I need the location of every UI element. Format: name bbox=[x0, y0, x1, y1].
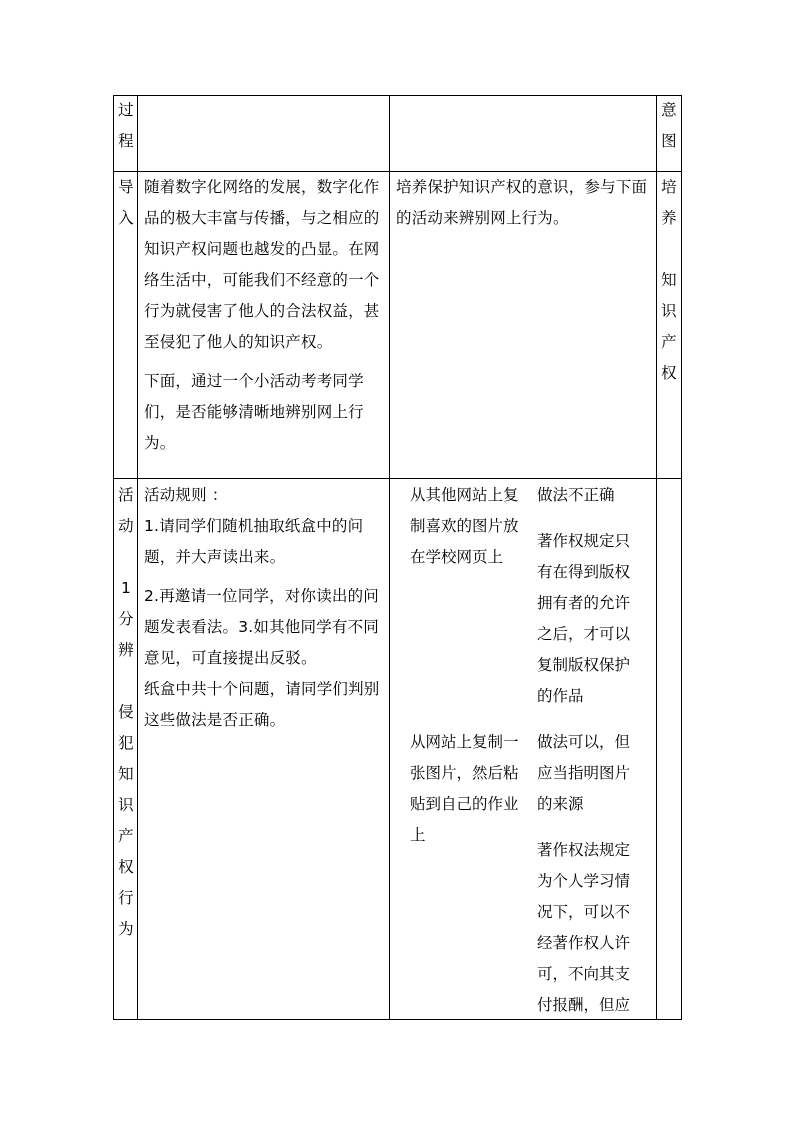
label-char: 为 bbox=[118, 920, 134, 938]
rule-item: 纸盒中共十个问题，请同学们判别这些做法是否正确。 bbox=[144, 680, 380, 729]
header-char: 程 bbox=[118, 132, 134, 150]
label-char: 1 bbox=[120, 579, 132, 597]
header-intent-cell bbox=[657, 95, 681, 157]
label-char bbox=[114, 542, 138, 573]
intro-label-cell bbox=[114, 172, 138, 234]
label-char: 入 bbox=[118, 209, 134, 227]
case-action: 从其他网站上复制喜欢的图片放在学校网页上 bbox=[410, 486, 519, 566]
table-row-divider bbox=[113, 478, 681, 479]
label-char: 行 bbox=[118, 889, 134, 907]
intent-char: 知 bbox=[661, 271, 677, 289]
label-char: 犯 bbox=[118, 734, 134, 752]
label-char: 知 bbox=[118, 765, 134, 783]
label-char: 活 bbox=[118, 486, 134, 504]
intent-char: 培 bbox=[661, 178, 677, 196]
intent-char: 养 bbox=[661, 209, 677, 227]
label-char: 导 bbox=[118, 178, 134, 196]
intent-char: 产 bbox=[661, 333, 677, 351]
label-char: 产 bbox=[118, 827, 134, 845]
rule-item: 2.再邀请一位同学，对你读出的问题发表看法。3.如其他同学有不同意见，可直接提出反驳。 bbox=[144, 587, 379, 667]
table-border-right bbox=[681, 95, 682, 1020]
case-action: 从网站上复制一张图片，然后粘贴到自己的作业上 bbox=[410, 733, 519, 844]
case-verdict: 做法不正确 bbox=[537, 486, 615, 504]
header-char: 过 bbox=[118, 101, 134, 119]
intent-char: 识 bbox=[661, 302, 677, 320]
header-char: 意 bbox=[661, 101, 677, 119]
intro-teacher-content bbox=[144, 172, 384, 459]
header-char: 图 bbox=[661, 132, 677, 150]
intro-paragraph: 随着数字化网络的发展，数字化作品的极大丰富与传播，与之相应的知识产权问题也越发的凸显。在网络生活中，可能我们不经意的一个行为就侵害了他人的合法权益，甚至侵犯了他人的知识产权。 bbox=[144, 178, 380, 351]
table-border-top bbox=[113, 95, 681, 96]
activity-label-cell bbox=[114, 480, 138, 945]
case-reason: 著作权法规定为个人学习情况下，可以不经著作权人许可，不向其支付报酬，但应 bbox=[537, 841, 631, 1014]
label-char: 侵 bbox=[118, 703, 134, 721]
intro-intent-cell bbox=[657, 172, 681, 389]
case-verdict: 做法可以，但应当指明图片的来源 bbox=[537, 733, 631, 813]
label-char: 识 bbox=[118, 796, 134, 814]
rule-item: 1.请同学们随机抽取纸盒中的问题，并大声读出来。 bbox=[144, 517, 364, 566]
student-activity-text: 培养保护知识产权的意识，参与下面的活动来辨别网上行为。 bbox=[396, 178, 648, 227]
case-reason: 著作权规定只有在得到版权拥有者的允许之后，才可以复制版权保护的作品 bbox=[537, 532, 631, 705]
intent-char: 权 bbox=[661, 364, 677, 382]
label-char bbox=[114, 666, 138, 697]
label-char: 分 bbox=[118, 610, 134, 628]
table-col-divider bbox=[389, 95, 390, 1020]
label-char: 辨 bbox=[118, 641, 134, 659]
label-char: 权 bbox=[118, 858, 134, 876]
intent-char bbox=[657, 234, 681, 265]
header-process-cell bbox=[114, 95, 138, 157]
intro-student-activity bbox=[396, 172, 654, 234]
activity-rules bbox=[144, 480, 384, 736]
label-char: 动 bbox=[118, 517, 134, 535]
intro-paragraph: 下面，通过一个小活动考考同学们，是否能够清晰地辨别网上行为。 bbox=[144, 372, 364, 452]
rules-title: 活动规则 ： bbox=[144, 486, 228, 504]
